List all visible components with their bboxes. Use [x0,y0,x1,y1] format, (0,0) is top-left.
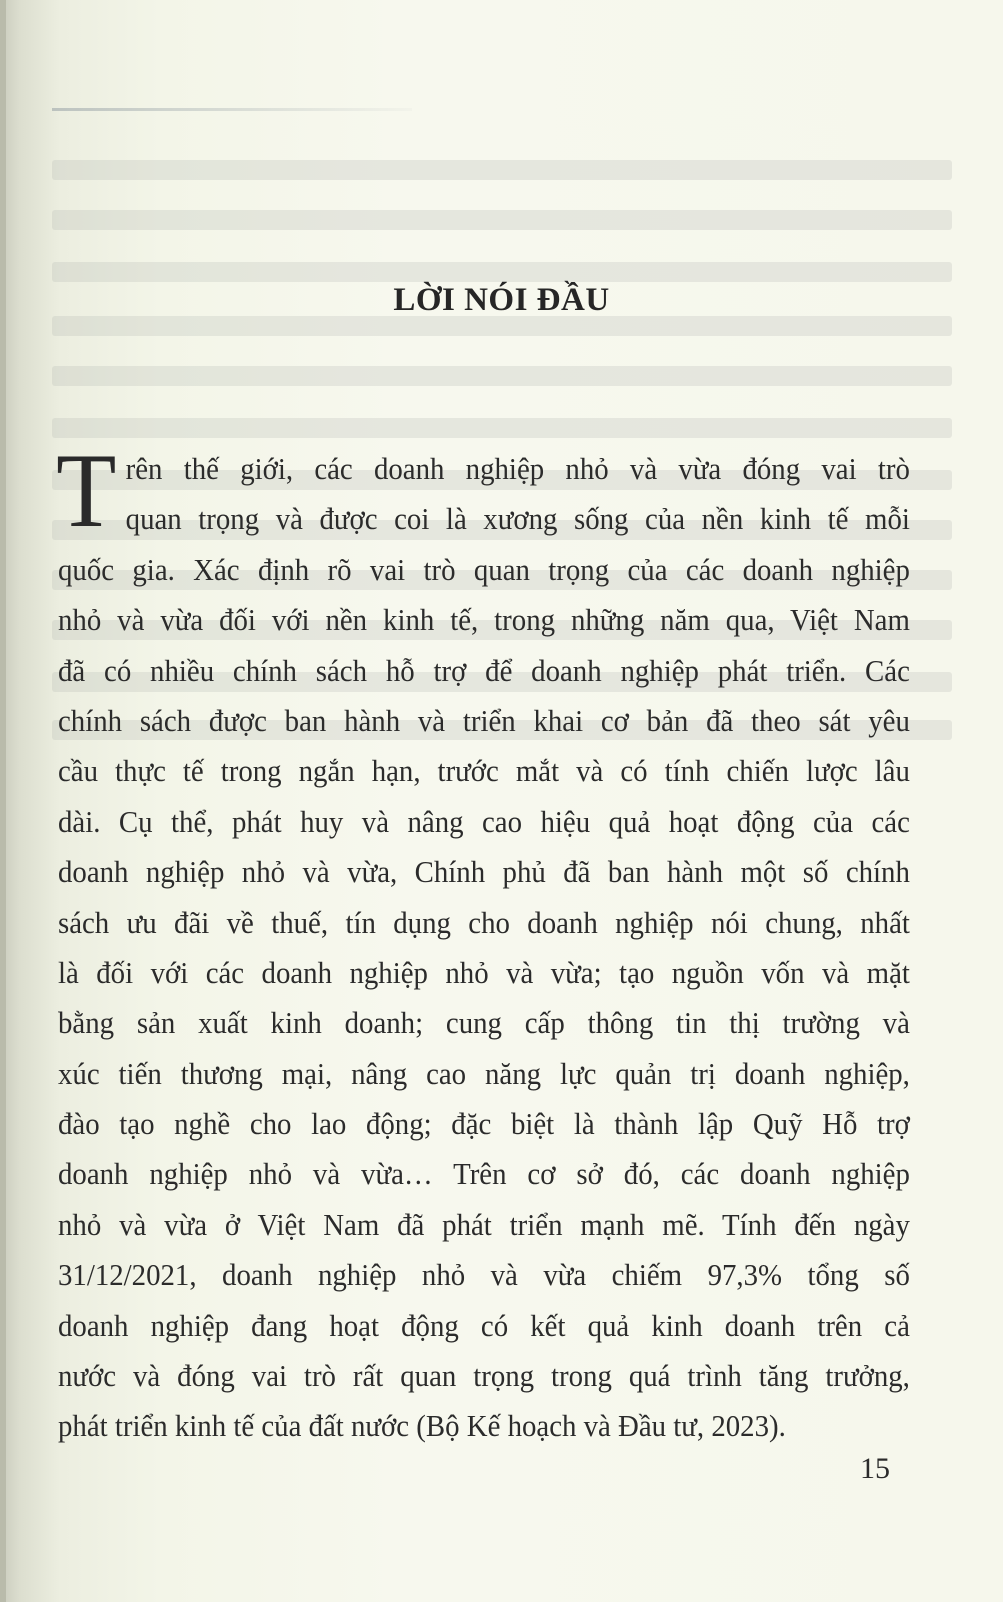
text-line: chính sách được ban hành và triển khai cơ bản đã theo sát yêu [58,702,910,738]
text-line: phát triển kinh tế của đất nước (Bộ Kế hoạch và Đầu tư, 2023). [58,1408,786,1444]
bleed-line [52,316,952,336]
text-line: xúc tiến thương mại, nâng cao năng lực quản trị doanh nghiệp, [58,1055,910,1091]
text-line: quốc gia. Xác định rõ vai trò quan trọng của các doanh nghiệp [58,551,910,587]
text-line: rên thế giới, các doanh nghiệp nhỏ và vừa đóng vai trò [125,451,910,486]
text-line: nhỏ và vừa đối với nền kinh tế, trong những năm qua, Việt Nam [58,602,910,638]
text-line: đã có nhiều chính sách hỗ trợ để doanh nghiệp phát triển. Các [58,652,910,688]
body-paragraph [56,432,910,1452]
text-line: cầu thực tế trong ngắn hạn, trước mắt và có tính chiến lược lâu [58,753,910,789]
bleed-line [52,366,952,386]
bleed-line [52,160,952,180]
page-binding-shadow [0,0,6,1602]
bleed-line [52,210,952,230]
text-line: đào tạo nghề cho lao động; đặc biệt là thành lập Quỹ Hỗ trợ [58,1106,910,1142]
text-line: quan trọng và được coi là xương sống của nền kinh tế mỗi [125,501,910,537]
text-line: dài. Cụ thể, phát huy và nâng cao hiệu quả hoạt động của các [58,803,910,839]
text-line: 31/12/2021, doanh nghiệp nhỏ và vừa chiếm 97,3% tổng số [58,1257,910,1293]
text-line: doanh nghiệp nhỏ và vừa, Chính phủ đã ban hành một số chính [58,854,910,890]
page-number: 15 [860,1452,890,1485]
text-line: doanh nghiệp nhỏ và vừa… Trên cơ sở đó, các doanh nghiệp [58,1156,910,1192]
bleed-header-rule [52,108,412,111]
page-title: LỜI NÓI ĐẦU [393,282,610,318]
bleed-line [52,262,952,282]
text-line: sách ưu đãi về thuế, tín dụng cho doanh nghiệp nói chung, nhất [58,904,910,940]
text-line: bằng sản xuất kinh doanh; cung cấp thông tin thị trường và [58,1005,910,1041]
text-line: doanh nghiệp đang hoạt động có kết quả kinh doanh trên cả [58,1307,910,1343]
text-line: nhỏ và vừa ở Việt Nam đã phát triển mạnh mẽ. Tính đến ngày [58,1206,910,1242]
text-line: là đối với các doanh nghiệp nhỏ và vừa; tạo nguồn vốn và mặt [58,954,910,990]
drop-cap: T [56,432,117,549]
bleed-line [52,418,952,438]
text-line: nước và đóng vai trò rất quan trọng trong quá trình tăng trưởng, [58,1358,910,1394]
